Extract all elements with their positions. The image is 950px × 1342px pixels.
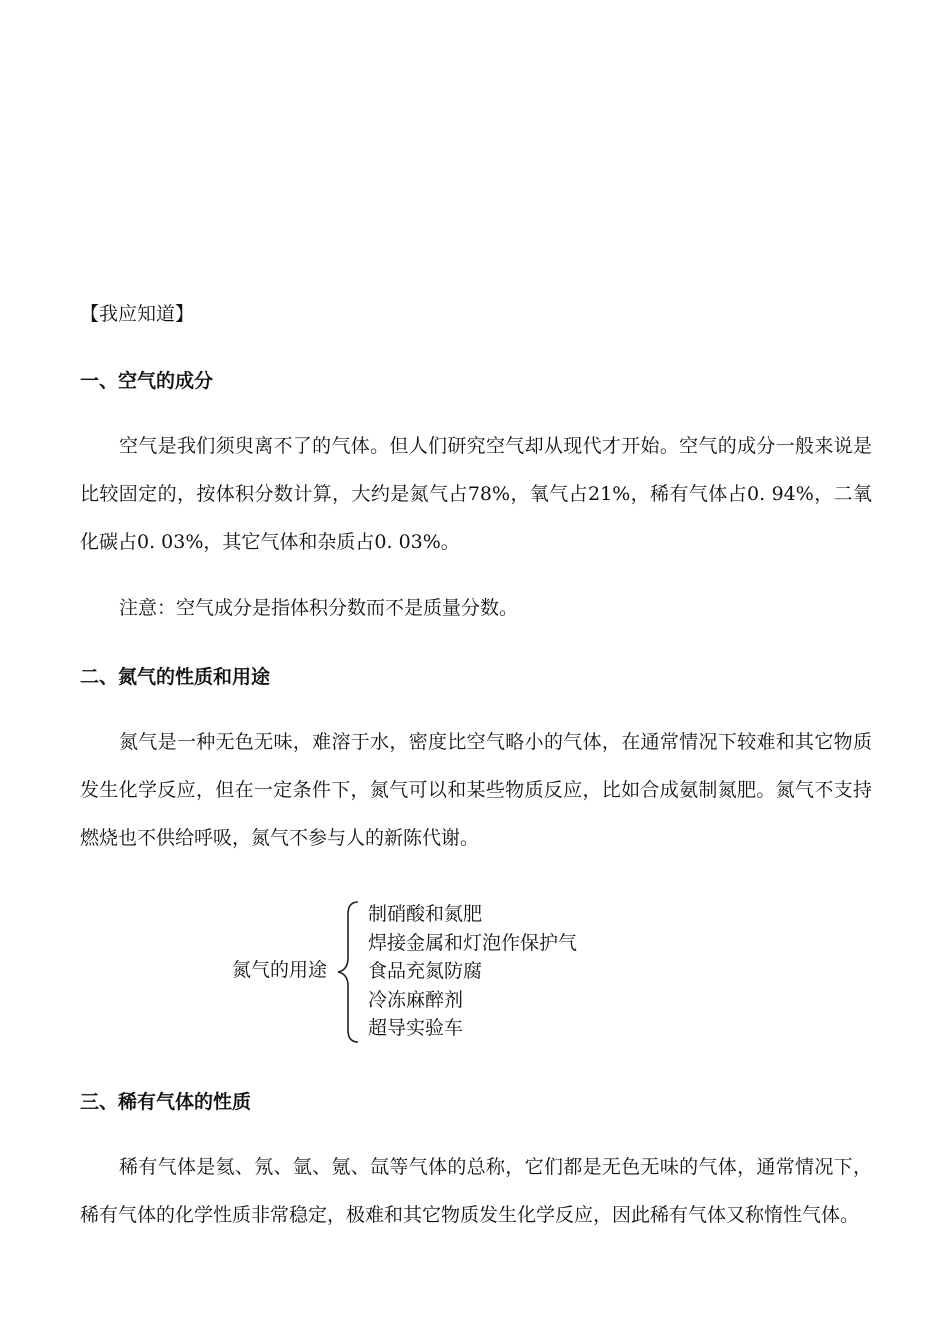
list-item: 焊接金属和灯泡作保护气	[368, 931, 578, 954]
paragraph-air-note: 注意：空气成分是指体积分数而不是质量分数。	[119, 597, 519, 619]
list-item: 超导实验车	[368, 1017, 464, 1039]
section-heading-air-composition: 一、空气的成分	[80, 370, 214, 392]
nitrogen-uses-diagram	[222, 898, 602, 1048]
section-heading-noble-gases: 三、稀有气体的性质	[80, 1091, 252, 1113]
curly-brace-icon	[334, 900, 364, 1044]
paragraph-air-composition: 空气是我们须臾离不了的气体。但人们研究空气却从现代才开始。空气的成分一般来说是比较固定的，按体积分数计算，大约是氮气占78%，氧气占21%，稀有气体占0. 94%，二氧化碳占0. 03%，其它气体和杂质占0. 03%。	[80, 435, 872, 553]
section-heading-nitrogen: 二、氮气的性质和用途	[80, 666, 271, 688]
section-tag: 【我应知道】	[80, 303, 195, 325]
nitrogen-uses-list	[368, 900, 577, 1043]
paragraph-noble-gases: 稀有气体是氦、氖、氩、氪、氙等气体的总称，它们都是无色无味的气体，通常情况下，稀有气体的化学性质非常稳定，极难和其它物质发生化学反应，因此稀有气体又称惰性气体。	[80, 1156, 872, 1226]
list-item: 食品充氮防腐	[368, 960, 483, 982]
list-item: 冷冻麻醉剂	[368, 988, 464, 1011]
diagram-root-label: 氮气的用途	[232, 959, 328, 981]
paragraph-nitrogen-properties: 氮气是一种无色无味，难溶于水，密度比空气略小的气体，在通常情况下较难和其它物质发生化学反应，但在一定条件下，氮气可以和某些物质反应，比如合成氨制氮肥。氮气不支持燃烧也不供给呼吸，氮气不参与人的新陈代谢。	[80, 731, 872, 849]
list-item: 制硝酸和氮肥	[368, 903, 483, 925]
